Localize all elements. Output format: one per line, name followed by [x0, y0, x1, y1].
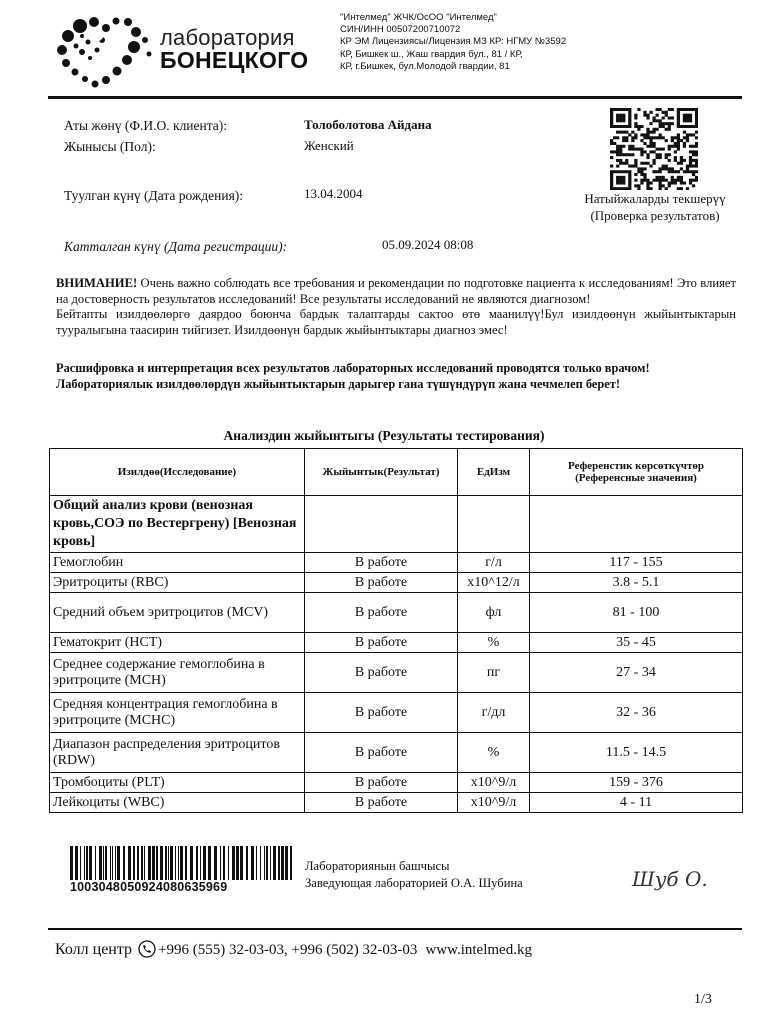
lab-head-block — [305, 858, 523, 892]
test-name: Средняя концентрация гемоглобина в эритроците (MCHC) — [50, 693, 305, 733]
results-table-title: Анализдин жыйынтыгы (Результаты тестирования) — [223, 428, 545, 443]
test-name: Эритроциты (RBC) — [50, 573, 305, 593]
section-title: Общий анализ крови (венозная кровь,СОЭ по Вестергрену) [Венозная кровь] — [50, 496, 305, 553]
phone-icon — [138, 940, 156, 958]
empty-cell — [305, 496, 458, 553]
test-name: Гематокрит (HCT) — [50, 633, 305, 653]
website-link[interactable]: www.intelmed.kg — [425, 942, 532, 958]
header-result: Жыйынтык(Результат) — [305, 449, 458, 496]
test-unit: % — [458, 633, 530, 653]
test-unit: пг — [458, 653, 530, 693]
barcode-icon — [70, 846, 292, 880]
call-center-label: Колл центр — [55, 941, 133, 958]
table-row — [50, 633, 743, 653]
logo-text-laboratory: лаборатория — [160, 25, 295, 50]
signature-text: Шуб О. — [632, 867, 708, 891]
call-center-row — [55, 940, 532, 959]
table-row — [50, 793, 743, 813]
company-line: КР ЭМ Лицензиясы/Лицензия МЗ КР: НГМУ №3592 — [340, 36, 567, 48]
page-number: 1/3 — [694, 992, 712, 1007]
test-name: Лейкоциты (WBC) — [50, 793, 305, 813]
header-unit: ЕдИзм — [458, 449, 530, 496]
interpretation-notice — [56, 361, 736, 392]
warning-text-ky: Бейтапты изилдөөлөргө даярдоо боюнча бардык талаптарды сактоо өтө маанилүү!Бул изилдөөнүн жыйынтыктарын тууралыгына таасирин тийгизет. Изилдөөнүн бардык жыйынтыктары диагноз эмес! — [56, 307, 736, 337]
registration-date-value: 05.09.2024 08:08 — [382, 237, 474, 252]
test-reference: 32 - 36 — [530, 693, 743, 733]
patient-name-value: Толоболотова Айдана — [304, 117, 432, 132]
company-line: КР, г.Бишкек, бул.Молодой гвардии, 81 — [340, 60, 510, 72]
test-unit: x10^9/л — [458, 793, 530, 813]
header-divider — [48, 96, 742, 99]
test-result: В работе — [305, 593, 458, 633]
test-unit: г/л — [458, 553, 530, 573]
qr-caption-line1: Натыйжаларды текшерүү — [584, 191, 726, 206]
qr-code-icon[interactable] — [610, 108, 698, 190]
empty-cell — [458, 496, 530, 553]
lab-head-title-ru: Заведующая лабораторией О.А. Шубина — [305, 876, 523, 890]
test-unit: % — [458, 733, 530, 773]
table-header-row — [50, 449, 743, 496]
test-reference: 117 - 155 — [530, 553, 743, 573]
test-result: В работе — [305, 693, 458, 733]
test-reference: 4 - 11 — [530, 793, 743, 813]
table-row — [50, 573, 743, 593]
table-section-row — [50, 496, 743, 553]
test-result: В работе — [305, 573, 458, 593]
table-row — [50, 653, 743, 693]
header-reference: Референстик көрсөткүчтөр (Референсные значения) — [530, 449, 743, 496]
warning-title: ВНИМАНИЕ! — [56, 276, 138, 290]
table-row — [50, 593, 743, 633]
table-row — [50, 693, 743, 733]
qr-caption — [560, 190, 750, 224]
lab-logo-icon — [52, 12, 156, 92]
interpretation-notice-ru: Расшифровка и интерпретация всех результатов лабораторных исследований проводятся только врачом! — [56, 361, 650, 375]
test-result: В работе — [305, 733, 458, 773]
patient-sex-value: Женский — [304, 138, 354, 153]
test-unit: x10^9/л — [458, 773, 530, 793]
test-reference: 35 - 45 — [530, 633, 743, 653]
lab-head-title-ky: Лабораториянын башчысы — [305, 859, 450, 873]
signature-icon — [630, 864, 710, 894]
test-reference: 11.5 - 14.5 — [530, 733, 743, 773]
header-test: Изилдөө(Исследование) — [50, 449, 305, 496]
company-line: КР, Бишкек ш., Жаш гвардия бул., 81 / КР, — [340, 48, 523, 60]
test-reference: 159 - 376 — [530, 773, 743, 793]
test-result: В работе — [305, 553, 458, 573]
test-name: Гемоглобин — [50, 553, 305, 573]
barcode-number: 1003048050924080635969 — [70, 880, 228, 894]
test-unit: фл — [458, 593, 530, 633]
test-result: В работе — [305, 793, 458, 813]
footer-divider — [48, 928, 742, 930]
test-name: Средний объем эритроцитов (MCV) — [50, 593, 305, 633]
warning-text-ru: Очень важно соблюдать все требования и рекомендации по подготовке пациента к исследованиям! Это влияет на достоверность результатов исследований! Все результаты исследований не являются диагнозом! — [56, 276, 736, 306]
patient-sex-label: Жынысы (Пол): — [64, 139, 156, 154]
company-info — [340, 12, 566, 73]
registration-date-label: Катталган күнү (Дата регистрации): — [64, 239, 288, 254]
table-row — [50, 553, 743, 573]
patient-dob-value: 13.04.2004 — [304, 186, 363, 201]
qr-caption-line2: (Проверка результатов) — [590, 208, 720, 223]
test-unit: x10^12/л — [458, 573, 530, 593]
test-name: Диапазон распределения эритроцитов (RDW) — [50, 733, 305, 773]
warning-block — [56, 276, 736, 338]
test-reference: 27 - 34 — [530, 653, 743, 693]
interpretation-notice-ky: Лабораториялык изилдөөлөрдүн жыйынтыктарын дарыгер гана түшүндүрүп жана чечмелеп берет! — [56, 376, 620, 391]
test-unit: г/дл — [458, 693, 530, 733]
empty-cell — [530, 496, 743, 553]
test-name: Тромбоциты (PLT) — [50, 773, 305, 793]
logo-text-name: БОНЕЦКОГО — [160, 47, 309, 73]
patient-dob-label: Туулган күнү (Дата рождения): — [64, 188, 244, 203]
table-row — [50, 733, 743, 773]
patient-name-label: Аты жөнү (Ф.И.О. клиента): — [64, 118, 228, 133]
test-reference: 3.8 - 5.1 — [530, 573, 743, 593]
company-line: "Интелмед" ЖЧК/ОсОО "Интелмед" — [340, 12, 497, 23]
table-row — [50, 773, 743, 793]
company-line: СИН/ИНН 00507200710072 — [340, 24, 461, 36]
test-result: В работе — [305, 633, 458, 653]
test-name: Среднее содержание гемоглобина в эритроците (MCH) — [50, 653, 305, 693]
test-result: В работе — [305, 653, 458, 693]
results-table — [49, 448, 743, 813]
test-reference: 81 - 100 — [530, 593, 743, 633]
call-center-phones[interactable]: +996 (555) 32-03-03, +996 (502) 32-03-03 — [158, 942, 418, 958]
test-result: В работе — [305, 773, 458, 793]
